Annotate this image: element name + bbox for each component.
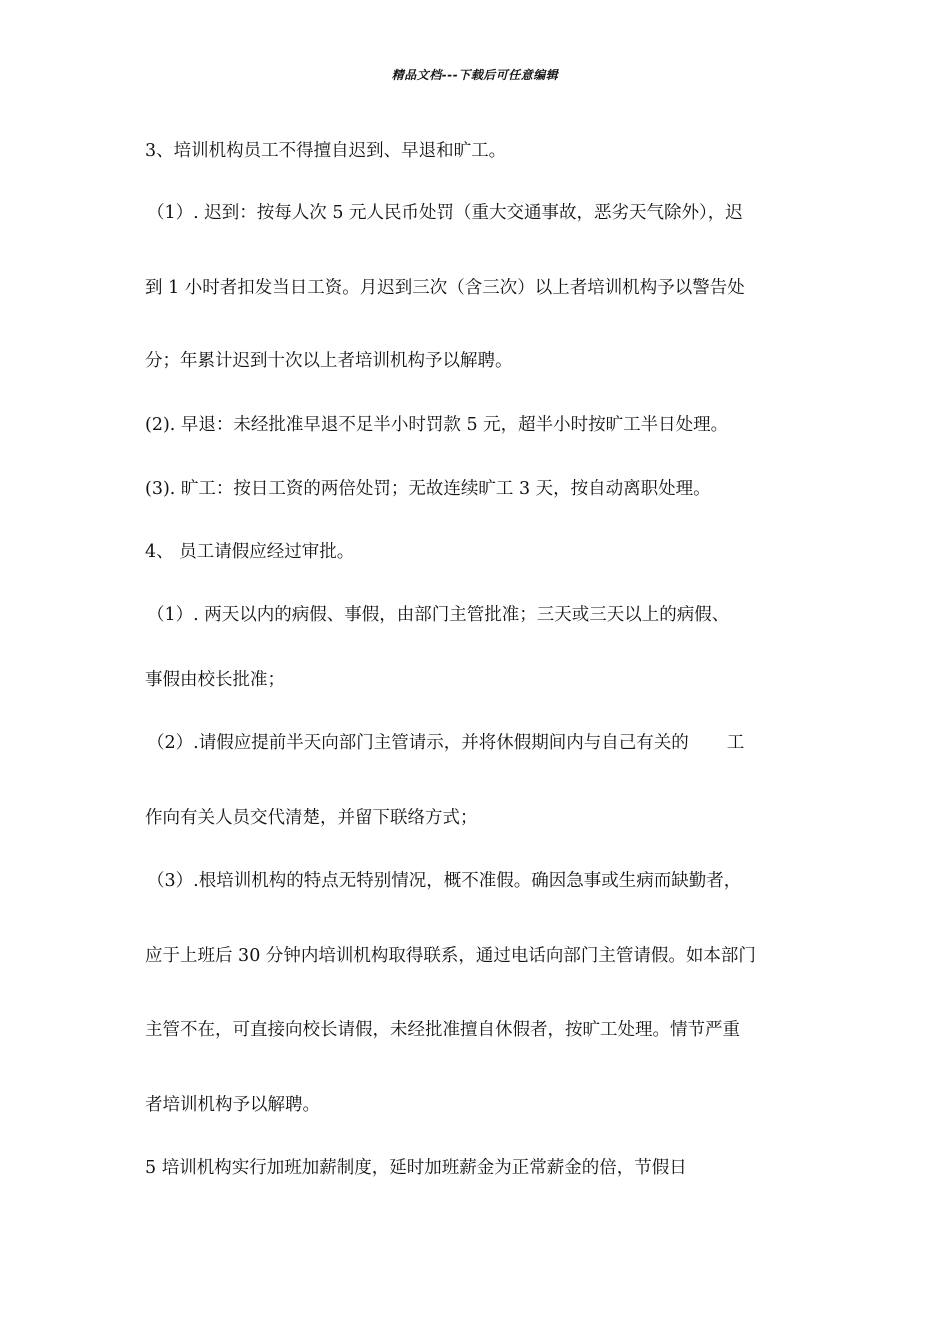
paragraph-line: 主管不在，可直接向校长请假，未经批准擅自休假者，按旷工处理。情节严重 [145, 1020, 740, 1040]
paragraph-line [147, 731, 744, 755]
paragraph-line: 作向有关人员交代清楚，并留下联络方式； [145, 808, 478, 828]
paragraph-line: （1）. 两天以内的病假、事假，由部门主管批准；三天或三天以上的病假、 [147, 605, 730, 625]
paragraph-line: （3）.根培训机构的特点无特别情况，概不准假。确因急事或生病而缺勤者， [147, 871, 742, 891]
paragraph-line: (3). 旷工：按日工资的两倍处罚；无故连续旷工 3 天，按自动离职处理。 [145, 479, 711, 499]
paragraph-line-trailing: 工 [726, 733, 745, 753]
paragraph-line: 5 培训机构实行加班加薪制度，延时加班薪金为正常薪金的倍，节假日 [145, 1158, 687, 1178]
page-header: 精品文档---下载后可任意编辑 [391, 68, 559, 82]
paragraph-line: 事假由校长批准； [145, 670, 285, 690]
paragraph-line-text: （2）.请假应提前半天向部门主管请示，并将休假期间内与自己有关的 [147, 733, 689, 753]
paragraph-line: （1）. 迟到：按每人次 5 元人民币处罚（重大交通事故，恶劣天气除外），迟 [147, 203, 743, 223]
paragraph-line: 者培训机构予以解聘。 [145, 1095, 320, 1115]
paragraph-line: 到 1 小时者扣发当日工资。月迟到三次（含三次）以上者培训机构予以警告处 [145, 278, 745, 298]
paragraph-line: 3、培训机构员工不得擅自迟到、早退和旷工。 [145, 141, 507, 161]
paragraph-line: 应于上班后 30 分钟内培训机构取得联系，通过电话向部门主管请假。如本部门 [145, 946, 756, 966]
paragraph-line: 4、 员工请假应经过审批。 [145, 542, 355, 562]
paragraph-line: 分；年累计迟到十次以上者培训机构予以解聘。 [145, 351, 513, 371]
paragraph-line: (2). 早退：未经批准早退不足半小时罚款 5 元，超半小时按旷工半日处理。 [145, 415, 729, 435]
